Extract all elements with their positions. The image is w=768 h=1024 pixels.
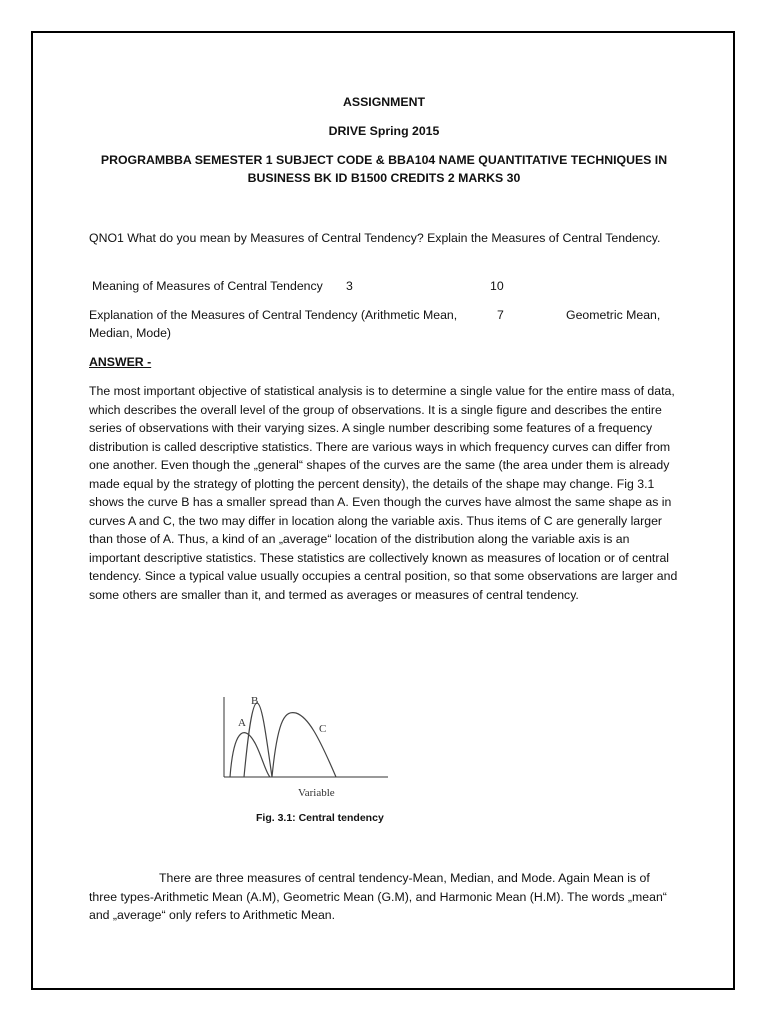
curve-a-label: A	[238, 717, 246, 729]
drive-line: DRIVE Spring 2015	[328, 124, 440, 138]
curve-b	[244, 703, 272, 777]
curve-c	[272, 713, 336, 777]
answer-paragraph-1: The most important objective of statistical analysis is to determine a single value for the entire mass of data, which describes the overall level of the group of observations. It is a single figure and describes the entire series of observations with their varying sizes. A single number describing some features of a frequency distribution is called descriptive statistics. There are various ways in which frequency curves can differ from one another. Even though the „general“ shapes of the curves are the same (the area under them is already made equal by the strategy of plotting the percent density), the details of the shape may change. Fig 3.1 shows the curve B has a smaller spread than A. Even though the curves have almost the same shape as in curves A and C, the two may differ in location along the variable axis. Thus items of C are generally larger than those of A. Thus, a kind of an „average“ location of the distribution along the variable axis is an important descriptive statistics. These statistics are collectively known as measures of location or of central tendency. Since a typical value usually occupies a central position, so that some observations are larger and some others are smaller than it, and termed as averages or measures of central tendency.	[89, 384, 678, 602]
program-line-2: BUSINESS BK ID B1500 CREDITS 2 MARKS 30	[247, 171, 521, 185]
figure-caption: Fig. 3.1: Central tendency	[256, 812, 384, 824]
program-line-1: PROGRAMBBA SEMESTER 1 SUBJECT CODE & BBA104 NAME QUANTITATIVE TECHNIQUES IN	[100, 153, 668, 167]
marks-row1-total: 10	[490, 279, 504, 293]
curve-c-label: C	[319, 723, 327, 735]
figure-axis-label: Variable	[298, 787, 335, 799]
curve-b-label: B	[251, 695, 259, 707]
marks-row1-marks: 3	[346, 279, 353, 293]
marks-row1-label: Meaning of Measures of Central Tendency	[92, 279, 323, 293]
marks-row2-extra: Geometric Mean,	[566, 308, 661, 322]
answer-paragraph-2: There are three measures of central tendency-Mean, Median, and Mode. Again Mean is of three types-Arithmetic Mean (A.M), Geometric Mean (G.M), and Harmonic Mean (H.M). The words „mean“ and „average“ only refers to Arithmetic Mean.	[89, 871, 667, 922]
answer-heading: ANSWER -	[89, 355, 152, 369]
marks-row2-marks: 7	[497, 308, 504, 322]
marks-row2-continuation: Median, Mode)	[89, 326, 172, 340]
question-text: QNO1 What do you mean by Measures of Central Tendency? Explain the Measures of Central Tendency.	[89, 231, 661, 245]
curve-a	[230, 733, 270, 777]
assignment-title: ASSIGNMENT	[343, 95, 425, 109]
marks-row2-label: Explanation of the Measures of Central Tendency (Arithmetic Mean,	[89, 308, 458, 322]
